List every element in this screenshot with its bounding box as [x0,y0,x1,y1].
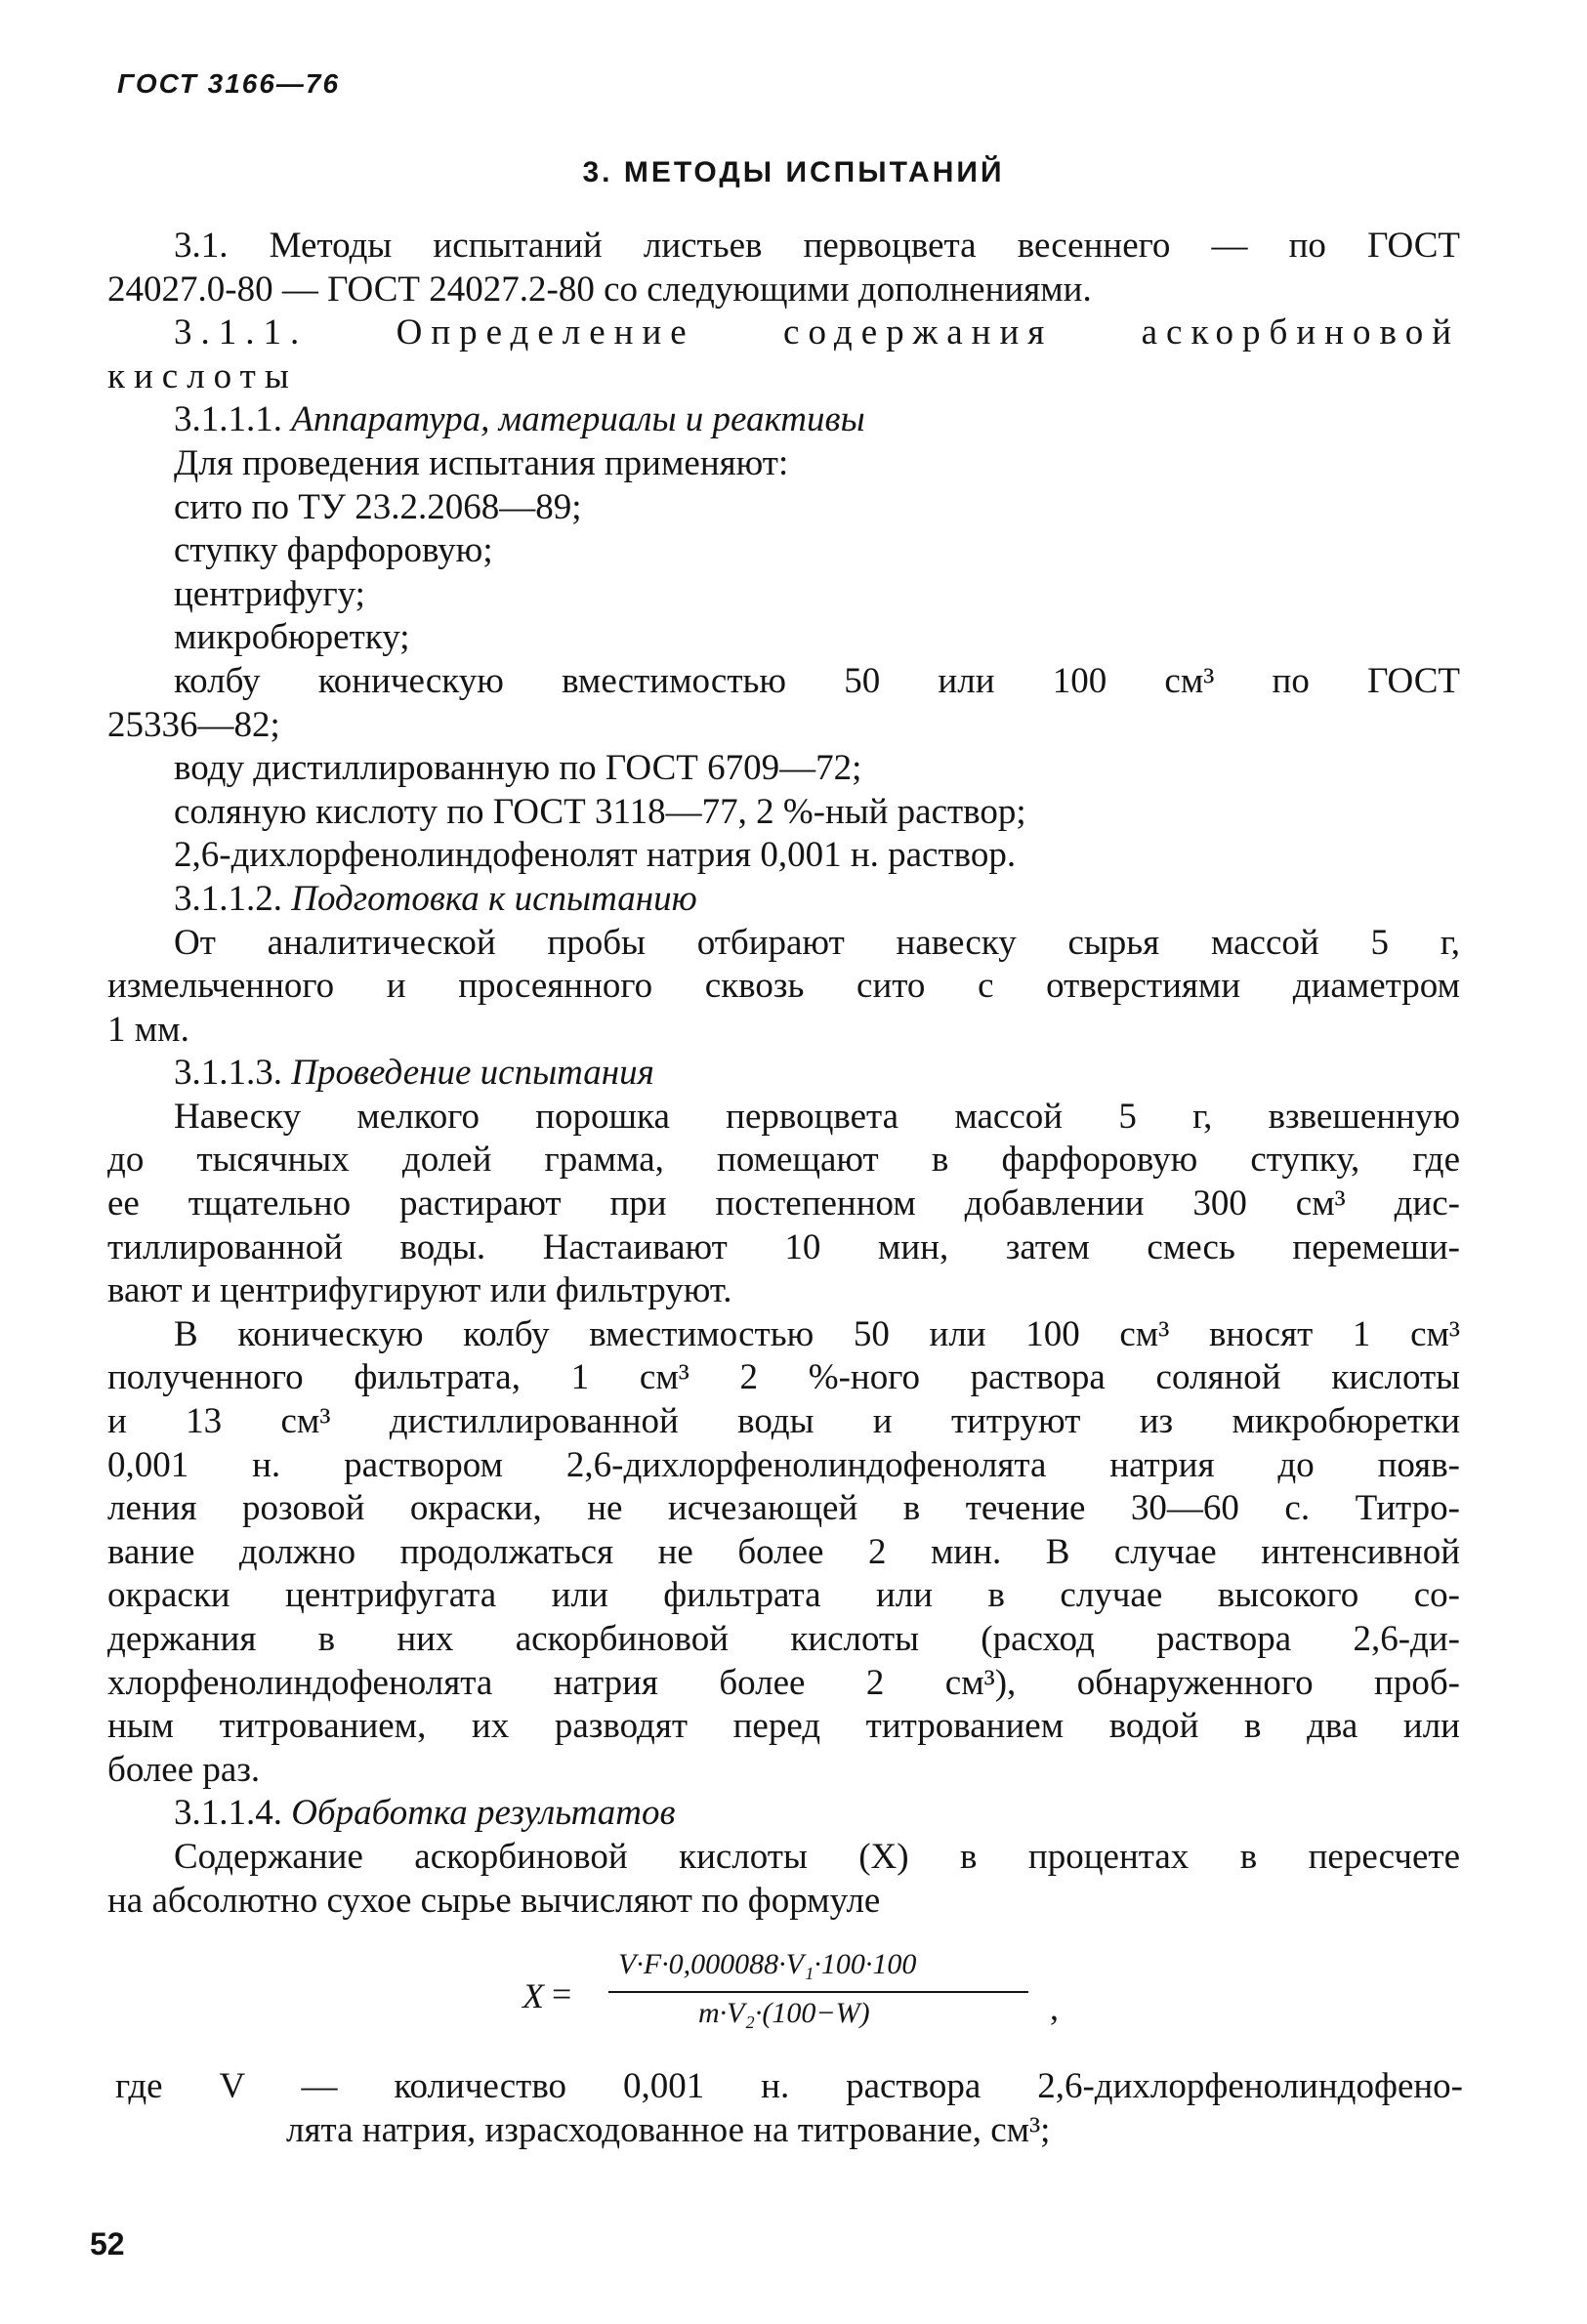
list-item: соляную кислоту по ГОСТ 3118—77, 2 %-ный раствор; [174,791,1026,832]
variable-definitions [115,2065,1463,2152]
paragraph-line: Содержание аскорбиновой кислоты (X) в процентах в пересчете [174,1836,1460,1877]
paragraph-line: держания в них аскорбиновой кислоты (расход раствора 2,6-ди- [107,1619,1460,1659]
paragraph-line: тиллированной воды. Настаивают 10 мин, затем смесь перемеши- [107,1226,1460,1267]
item-heading [107,1792,1460,1836]
paragraph-line: ления розовой окраски, не исчезающей в течение 30—60 с. Титро- [107,1488,1460,1529]
paragraph-line: 0,001 н. раствором 2,6-дихлорфенолиндофенолята натрия до появ- [107,1444,1460,1485]
paragraph-line: полученного фильтрата, 1 см³ 2 %-ного раствора соляной кислоты [107,1357,1460,1398]
paragraph-line: Для проведения испытания применяют: [174,442,789,483]
paragraph-line: 3.1. Методы испытаний листьев первоцвета весеннего — по ГОСТ [174,226,1460,266]
item-number: 3.1.1.1. [174,399,282,440]
item-number: 3.1.1.3. [174,1053,282,1094]
paragraph-line: От аналитической пробы отбирают навеску сырья массой 5 г, [174,922,1460,963]
subsection-heading: кислоты [107,355,298,396]
paragraph-line: В коническую колбу вместимостью 50 или 100 см³ вносят 1 см³ [174,1313,1460,1354]
item-number: 3.1.1.2. [174,878,282,919]
item-heading [107,878,1460,922]
formula-denominator: m·V₂·(100−W) [698,1997,870,2029]
item-title: Подготовка к испытанию [291,878,697,919]
list-item: воду дистиллированную по ГОСТ 6709—72; [174,748,862,789]
item-heading [107,398,1460,442]
paragraph-line: ным титрованием, их разводят перед титрованием водой в два или [107,1706,1460,1747]
definition-line: где V — количество 0,001 н. раствора 2,6-дихлорфенолиндофено- [115,2066,1463,2106]
paragraph-line: на абсолютно сухое сырье вычисляют по формуле [107,1880,881,1921]
formula-comma: , [1050,1988,1059,2027]
paragraph-line: более раз. [107,1749,261,1790]
list-item-continuation: 25336—82; [107,704,280,745]
subsection-heading: 3.1.1. Определение содержания аскорбиновой [174,312,1460,353]
paragraph-line: хлорфенолиндофенолята натрия более 2 см³), обнаруженного проб- [107,1662,1460,1703]
item-title: Аппаратура, материалы и реактивы [291,399,865,440]
paragraph-line: вание должно продолжаться не более 2 мин. В случае интенсивной [107,1531,1460,1572]
definition-line: лята натрия, израсходованное на титрование, см³; [286,2109,1051,2150]
paragraph-line: вают и центрифугируют или фильтруют. [107,1270,732,1311]
paragraph-line: 1 мм. [107,1009,189,1050]
paragraph-line: 24027.0-80 — ГОСТ 24027.2-80 со следующими дополнениями. [107,269,1092,310]
list-item: колбу коническую вместимостью 50 или 100 см³ по ГОСТ [174,660,1460,701]
list-item: микробюретку; [174,617,410,658]
item-title: Проведение испытания [291,1053,654,1094]
body-text [107,225,1460,1923]
paragraph-line: окраски центрифугата или фильтрата или в случае высокого со- [107,1575,1460,1616]
paragraph-line: измельченного и просеянного сквозь сито с отверстиями диаметром [107,966,1460,1007]
item-heading [107,1052,1460,1096]
standard-code: ГОСТ 3166—76 [117,68,341,99]
paragraph-line: ее тщательно растирают при постепенном добавлении 300 см³ дис- [107,1183,1460,1224]
formula-lhs: X [522,1976,544,2015]
paragraph-line: до тысячных долей грамма, помещают в фарфоровую ступку, где [107,1140,1460,1181]
fraction-bar [608,1991,1028,1993]
list-item: 2,6-дихлорфенолиндофенолят натрия 0,001 н. раствор. [174,835,1017,876]
formula-numerator: V·F·0,000088·V₁·100·100 [618,1948,917,1980]
paragraph-line: и 13 см³ дистиллированной воды и титруют из микробюретки [107,1401,1460,1442]
page-number: 52 [90,2226,125,2262]
list-item: центрифугу; [174,573,365,614]
formula [493,1948,1079,2041]
list-item: ступку фарфоровую; [174,530,493,571]
list-item: сито по ТУ 23.2.2068—89; [174,486,582,527]
item-title: Обработка результатов [291,1793,676,1834]
item-number: 3.1.1.4. [174,1793,282,1834]
formula-equals: = [552,1974,572,2013]
section-title: 3. МЕТОДЫ ИСПЫТАНИЙ [582,156,1005,188]
paragraph-line: Навеску мелкого порошка первоцвета массой 5 г, взвешенную [174,1096,1460,1137]
